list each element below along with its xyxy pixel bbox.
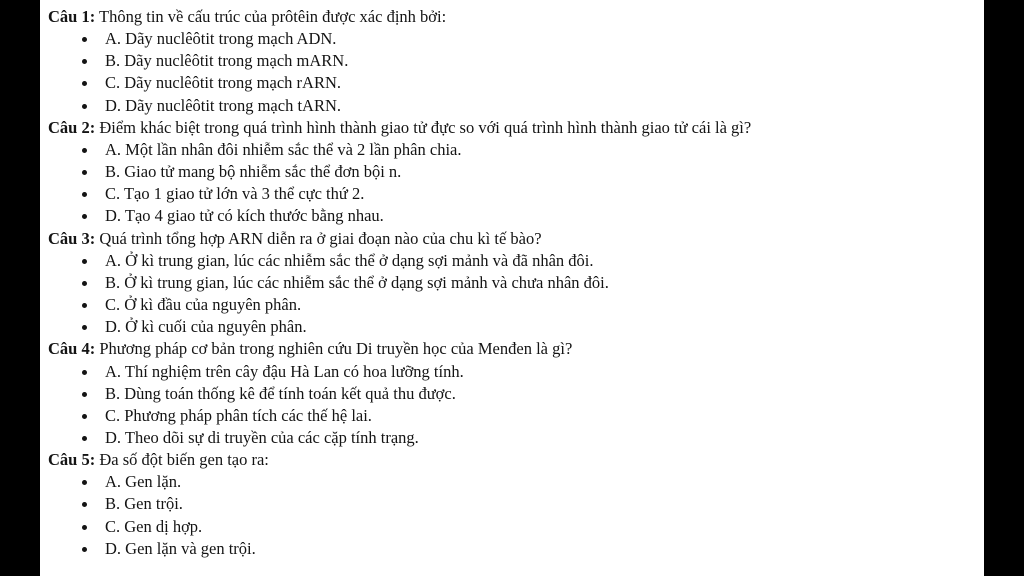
option-item: C. Tạo 1 giao tử lớn và 3 thể cực thứ 2. bbox=[48, 183, 984, 205]
option-item: A. Thí nghiệm trên cây đậu Hà Lan có hoa lưỡng tính. bbox=[48, 361, 984, 383]
question-1 bbox=[48, 6, 984, 28]
question-text: Đa số đột biến gen tạo ra: bbox=[99, 450, 269, 470]
option-item: A. Gen lặn. bbox=[48, 471, 984, 493]
option-item: B. Gen trội. bbox=[48, 493, 984, 515]
option-item: D. Theo dõi sự di truyền của các cặp tính trạng. bbox=[48, 427, 984, 449]
question-3 bbox=[48, 228, 984, 250]
question-2 bbox=[48, 117, 984, 139]
option-list bbox=[48, 28, 984, 117]
document-page bbox=[40, 0, 984, 576]
option-item: D. Ở kì cuối của nguyên phân. bbox=[48, 316, 984, 338]
question-label: Câu 2: bbox=[48, 117, 96, 137]
question-label: Câu 3: bbox=[48, 228, 96, 248]
option-item: B. Dùng toán thống kê để tính toán kết quả thu được. bbox=[48, 383, 984, 405]
option-item: A. Một lần nhân đôi nhiễm sắc thể và 2 lần phân chia. bbox=[48, 139, 984, 161]
option-item: B. Ở kì trung gian, lúc các nhiễm sắc thể ở dạng sợi mảnh và chưa nhân đôi. bbox=[48, 272, 984, 294]
question-list bbox=[48, 6, 984, 560]
option-item: B. Dãy nuclêôtit trong mạch mARN. bbox=[48, 50, 984, 72]
question-5 bbox=[48, 449, 984, 471]
option-item: B. Giao tử mang bộ nhiễm sắc thể đơn bội n. bbox=[48, 161, 984, 183]
option-item: D. Dãy nuclêôtit trong mạch tARN. bbox=[48, 95, 984, 117]
option-list bbox=[48, 139, 984, 228]
question-text: Phương pháp cơ bản trong nghiên cứu Di truyền học của Menđen là gì? bbox=[99, 339, 573, 359]
option-list bbox=[48, 361, 984, 450]
option-item: C. Phương pháp phân tích các thế hệ lai. bbox=[48, 405, 984, 427]
question-label: Câu 5: bbox=[48, 450, 96, 470]
option-item: C. Ở kì đầu của nguyên phân. bbox=[48, 294, 984, 316]
option-list bbox=[48, 471, 984, 560]
question-text: Quá trình tổng hợp ARN diễn ra ở giai đoạn nào của chu kì tế bào? bbox=[99, 228, 542, 248]
question-label: Câu 1: bbox=[48, 7, 96, 26]
question-4 bbox=[48, 338, 984, 360]
option-item: C. Dãy nuclêôtit trong mạch rARN. bbox=[48, 72, 984, 94]
option-list bbox=[48, 250, 984, 339]
question-text: Thông tin về cấu trúc của prôtêin được xác định bởi: bbox=[99, 7, 447, 26]
option-item: D. Tạo 4 giao tử có kích thước bằng nhau. bbox=[48, 205, 984, 227]
question-text: Điểm khác biệt trong quá trình hình thành giao tử đực so với quá trình hình thành giao tử cái là gì? bbox=[99, 117, 752, 137]
option-item: C. Gen dị hợp. bbox=[48, 516, 984, 538]
option-item: D. Gen lặn và gen trội. bbox=[48, 538, 984, 560]
question-label: Câu 4: bbox=[48, 339, 96, 359]
option-item: A. Dãy nuclêôtit trong mạch ADN. bbox=[48, 28, 984, 50]
option-item: A. Ở kì trung gian, lúc các nhiễm sắc thể ở dạng sợi mảnh và đã nhân đôi. bbox=[48, 250, 984, 272]
